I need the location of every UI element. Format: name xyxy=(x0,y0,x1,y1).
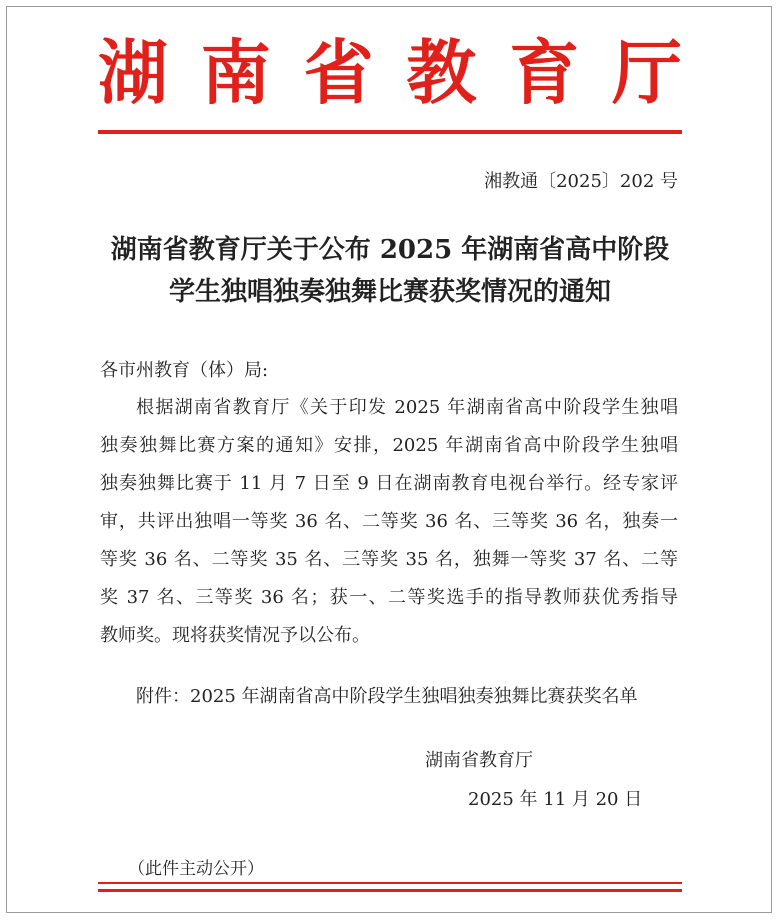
body-line: 审，共评出独唱一等奖 36 名、二等奖 36 名、三等奖 36 名，独奏一 xyxy=(100,511,678,532)
masthead-char: 教 xyxy=(406,32,477,114)
body-line: 教师奖。现将获奖情况予以公布。 xyxy=(100,625,370,646)
masthead xyxy=(98,28,682,118)
signature-date: 2025 年 11 月 20 日 xyxy=(468,789,643,810)
masthead-char: 省 xyxy=(303,32,374,114)
masthead-red-rule xyxy=(98,130,682,134)
disclosure-note: （此件主动公开） xyxy=(128,859,264,879)
body-line: 等奖 36 名、二等奖 35 名、三等奖 35 名，独舞一等奖 37 名、二等 xyxy=(100,549,678,570)
signature-organization: 湖南省教育厅 xyxy=(425,750,533,771)
body-line: 独奏独舞比赛方案的通知》安排，2025 年湖南省高中阶段学生独唱 xyxy=(100,435,678,456)
masthead-char: 湖 xyxy=(98,32,168,114)
body-line: 独奏独舞比赛于 11 月 7 日至 9 日在湖南教育电视台举行。经专家评 xyxy=(100,473,678,494)
masthead-char: 育 xyxy=(509,32,580,114)
masthead-char: 厅 xyxy=(611,32,682,114)
document-number: 湘教通〔2025〕202 号 xyxy=(484,171,678,192)
document-title-line-2: 学生独唱独奏独舞比赛获奖情况的通知 xyxy=(168,277,611,307)
salutation: 各市州教育（体）局: xyxy=(100,360,269,381)
attachment-note: 附件：2025 年湖南省高中阶段学生独唱独奏独舞比赛获奖名单 xyxy=(136,686,638,707)
document-title-line-1: 湖南省教育厅关于公布 2025 年湖南省高中阶段 xyxy=(110,235,670,265)
footer-red-rule xyxy=(98,882,682,884)
footer-red-rule xyxy=(98,889,682,892)
body-line: 根据湖南省教育厅《关于印发 2025 年湖南省高中阶段学生独唱 xyxy=(136,397,678,418)
masthead-char: 南 xyxy=(200,32,271,114)
body-line: 奖 37 名、三等奖 36 名；获一、二等奖选手的指导教师获优秀指导 xyxy=(100,587,678,608)
